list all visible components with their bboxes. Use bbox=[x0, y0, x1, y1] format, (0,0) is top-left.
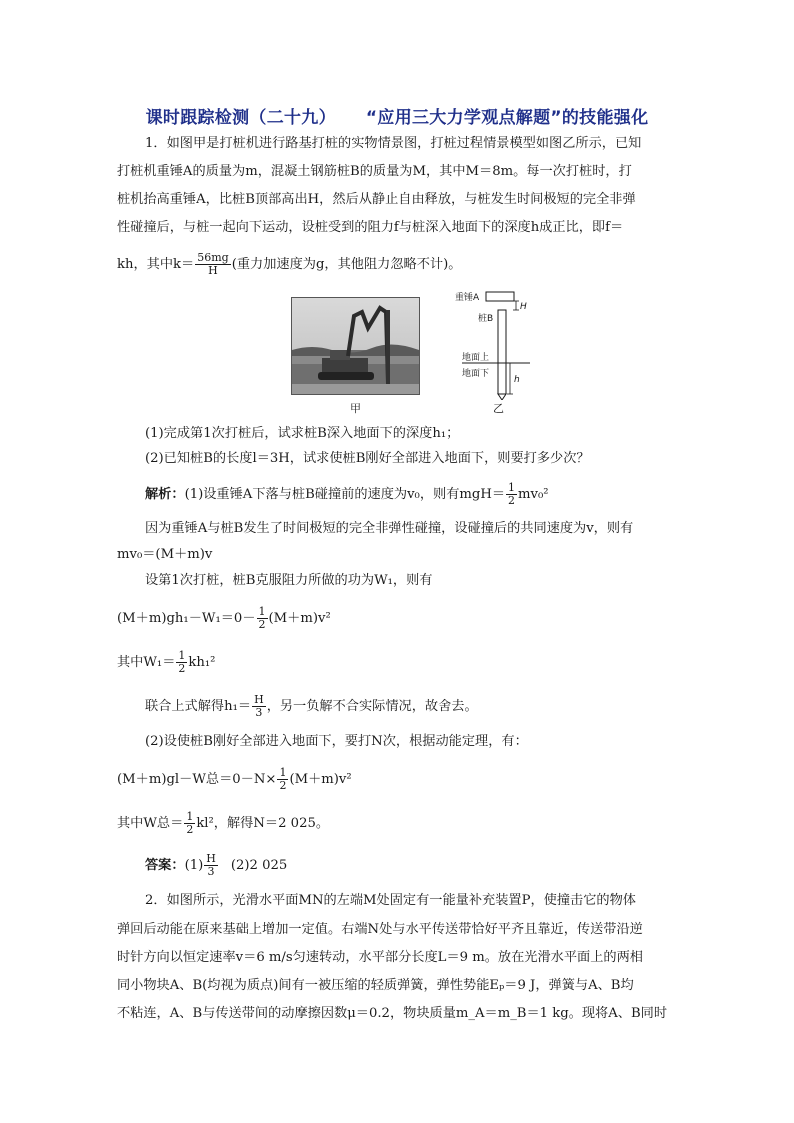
solution-line-10-post: kl²，解得N＝2 025。 bbox=[196, 816, 330, 831]
q1-subquestion-2: (2)已知桩B的长度l＝3H，试求使桩B刚好全部进入地面下，则要打多少次？ bbox=[145, 451, 590, 466]
solution-line-1-pre: (1)设重锤A下落与桩B碰撞前的速度为v₀，则有mgH＝ bbox=[184, 487, 506, 502]
figure-caption-yi: 乙 bbox=[493, 402, 504, 415]
label-pile: 桩B bbox=[478, 314, 494, 324]
q1-line-3: 桩机抬高重锤A，比桩B顶部高出H，然后从静止自由释放，与桩发生时间极短的完全非弹 bbox=[117, 192, 636, 207]
fraction-numerator: 1 bbox=[279, 766, 287, 779]
solution-line-4: 设第1次打桩，桩B克服阻力所做的功为W₁，则有 bbox=[145, 573, 433, 588]
q1-subquestion-1: (1)完成第1次打桩后，试求桩B深入地面下的深度h₁； bbox=[145, 426, 460, 441]
title-part-1: 课时跟踪检测（二十九） bbox=[145, 108, 336, 128]
page-title bbox=[0, 103, 794, 128]
solution-line-10 bbox=[117, 809, 680, 839]
solution-line-7-pre: 联合上式解得h₁＝ bbox=[145, 699, 252, 714]
answer-label: 答案： bbox=[145, 858, 185, 873]
fraction-denominator: 2 bbox=[279, 779, 287, 792]
label-below-ground: 地面下 bbox=[462, 369, 490, 379]
q1-line-5-pre: kh，其中k＝ bbox=[117, 257, 195, 272]
pile-driver-illustration bbox=[292, 298, 419, 394]
label-above-ground: 地面上 bbox=[462, 353, 490, 363]
title-part-2: “应用三大力学观点解题”的技能强化 bbox=[365, 108, 649, 128]
fraction-numerator: H bbox=[254, 693, 264, 706]
label-hammer: 重锤A bbox=[455, 293, 480, 303]
fraction-denominator: 2 bbox=[178, 662, 186, 675]
pile-rod bbox=[498, 310, 506, 394]
answer-line bbox=[145, 851, 680, 881]
q2-line-5: 不粘连，A、B与传送带间的动摩擦因数μ＝0.2，物块质量m_A＝m_B＝1 kg。现将A、B同时 bbox=[117, 1006, 668, 1021]
answer-part-1-pre: (1) bbox=[184, 858, 204, 873]
q1-line-5-post: (重力加速度为g，其他阻力忽略不计)。 bbox=[231, 257, 462, 272]
pile-driver-photo bbox=[291, 297, 420, 395]
solution-line-9-post: (M＋m)v² bbox=[289, 772, 352, 787]
fraction-denominator: 2 bbox=[186, 823, 194, 836]
label-H: H bbox=[520, 302, 527, 312]
fraction-numerator: 56mg bbox=[197, 251, 229, 264]
fraction-half bbox=[506, 482, 517, 507]
solution-line-7 bbox=[145, 692, 680, 722]
q1-line-5 bbox=[117, 250, 680, 280]
fraction-numerator: 1 bbox=[178, 649, 186, 662]
fraction-numerator: 1 bbox=[186, 810, 194, 823]
fraction-numerator: 1 bbox=[258, 605, 266, 618]
fraction-numerator: 1 bbox=[508, 481, 516, 494]
pile-model-diagram bbox=[430, 286, 550, 400]
fraction-denominator: 3 bbox=[207, 865, 215, 878]
fraction-denominator: H bbox=[208, 264, 218, 277]
solution-line-9-pre: (M＋m)gl－W总＝0－N× bbox=[117, 772, 277, 787]
q1-line-2: 打桩机重锤A的质量为m，混凝土钢筋桩B的质量为M，其中M＝8m。每一次打桩时，打 bbox=[117, 164, 632, 179]
figure-caption-jia: 甲 bbox=[350, 402, 361, 415]
solution-line-5-pre: (M＋m)gh₁－W₁＝0－ bbox=[117, 611, 256, 626]
fraction-half bbox=[257, 606, 268, 631]
solution-label: 解析： bbox=[145, 487, 185, 502]
fraction-denominator: 2 bbox=[258, 618, 266, 631]
q1-line-1: 1．如图甲是打桩机进行路基打桩的实物情景图，打桩过程情景模型如图乙所示，已知 bbox=[145, 136, 642, 151]
solution-line-10-pre: 其中W总＝ bbox=[117, 816, 184, 831]
solution-line-6-pre: 其中W₁＝ bbox=[117, 655, 176, 670]
fraction-H-over-3 bbox=[204, 853, 218, 878]
q2-line-2: 弹回后动能在原来基础上增加一定值。右端N处与水平传送带恰好平齐且靠近，传送带沿逆 bbox=[117, 922, 643, 937]
solution-line-9 bbox=[117, 765, 680, 795]
solution-line-3: mv₀＝(M＋m)v bbox=[117, 547, 213, 562]
q2-line-3: 时针方向以恒定速率v＝6 m/s匀速转动，水平部分长度L＝9 m。放在光滑水平面上的两相 bbox=[117, 950, 643, 965]
solution-line-8: (2)设使桩B刚好全部进入地面下，要打N次，根据动能定理，有： bbox=[145, 734, 528, 749]
fraction-half bbox=[277, 767, 288, 792]
fraction-H-over-3 bbox=[252, 694, 266, 719]
fraction-k bbox=[195, 252, 230, 277]
solution-line-6 bbox=[117, 648, 680, 678]
answer-part-2: (2)2 025 bbox=[230, 858, 288, 873]
q2-line-4: 同小物块A、B(均视为质点)间有一被压缩的轻质弹簧，弹性势能Eₚ＝9 J，弹簧与A、B均 bbox=[117, 978, 634, 993]
q1-line-4: 性碰撞后，与桩一起向下运动，设桩受到的阻力f与桩深入地面下的深度h成正比，即f＝ bbox=[117, 220, 624, 235]
fraction-half bbox=[176, 650, 187, 675]
solution-line-5-post: (M＋m)v² bbox=[268, 611, 331, 626]
label-h: h bbox=[514, 375, 520, 385]
hammer-block bbox=[486, 292, 514, 301]
fraction-denominator: 2 bbox=[508, 494, 516, 507]
solution-line-7-post: ，另一负解不合实际情况，故舍去。 bbox=[266, 699, 478, 714]
fraction-half bbox=[184, 811, 195, 836]
solution-line-5 bbox=[117, 604, 680, 634]
fraction-denominator: 3 bbox=[255, 706, 263, 719]
solution-line-2: 因为重锤A与桩B发生了时间极短的完全非弹性碰撞，设碰撞后的共同速度为v，则有 bbox=[145, 521, 634, 536]
q2-line-1: 2．如图所示，光滑水平面MN的左端M处固定有一能量补充装置P，使撞击它的物体 bbox=[145, 893, 636, 908]
fraction-numerator: H bbox=[206, 852, 216, 865]
solution-line-1-post: mv₀² bbox=[518, 487, 549, 502]
solution-line-6-post: kh₁² bbox=[188, 655, 216, 670]
solution-line-1 bbox=[145, 480, 680, 510]
